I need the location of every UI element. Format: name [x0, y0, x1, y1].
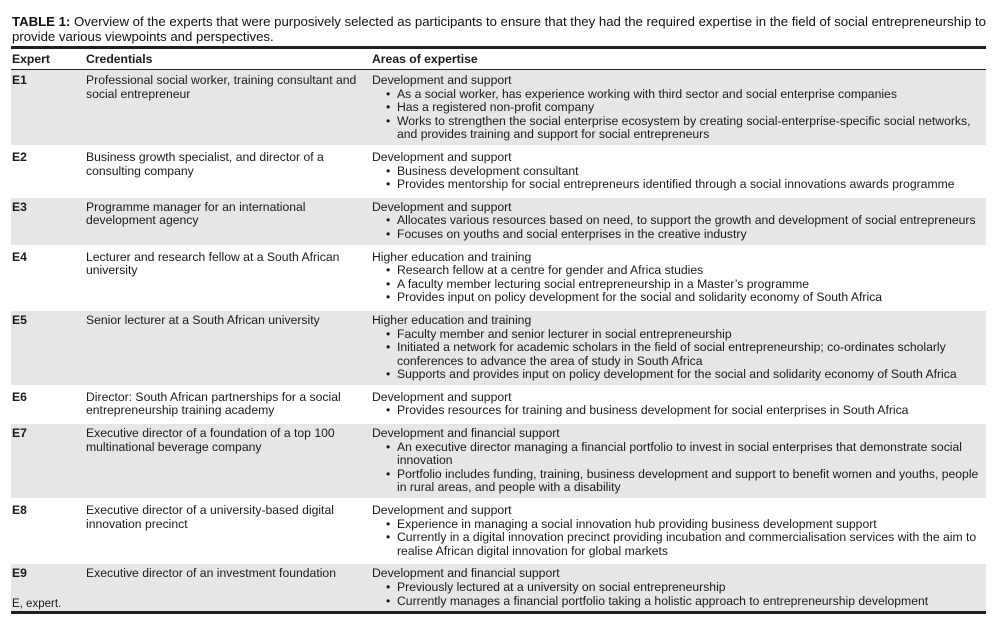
area-heading: Development and support [372, 503, 512, 518]
table-row [11, 501, 986, 561]
table-row [11, 388, 986, 421]
area-heading: Higher education and training [372, 312, 532, 327]
expertise-item: • Initiated a network for academic scholars in the field of social entrepreneurship; co-ordinates scholarly conferences to advance the area of study in South Africa [372, 341, 986, 368]
expertise-item: • Currently in a digital innovation precinct providing incubation and commercialisation services with the aim to realise African digital innovation for global markets [372, 531, 986, 558]
expertise-item: • Allocates various resources based on need, to support the growth and development of social entrepreneurs [372, 214, 986, 228]
credentials-cell: Director: South African partnerships for a social entrepreneurship training academy [86, 389, 341, 418]
header-areas: Areas of expertise [372, 52, 478, 66]
expertise-item: • An executive director managing a financial portfolio to invest in social enterprises that demonstrate social innovation [372, 441, 986, 468]
credentials-cell: Executive director of a university-based digital innovation precinct [86, 503, 334, 531]
area-heading: Higher education and training [372, 249, 532, 264]
credentials-cell: Executive director of a foundation of a top 100 multinational beverage company [86, 426, 335, 454]
expertise-list [372, 404, 986, 418]
table-row [11, 70, 986, 145]
experts-table [11, 46, 986, 614]
area-heading: Development and financial support [372, 566, 560, 581]
expertise-item: • Faculty member and senior lecturer in social entrepreneurship [372, 328, 986, 342]
expertise-item: • Provides mentorship for social entrepreneurs identified through a social innovations awards programme [372, 178, 986, 192]
area-heading: Development and support [372, 389, 512, 404]
expertise-list [372, 264, 986, 305]
credentials-cell: Lecturer and research fellow at a South African university [86, 249, 340, 278]
credentials-cell: Programme manager for an international development agency [86, 199, 306, 228]
expert-id: E1 [12, 73, 27, 87]
expertise-item: • Research fellow at a centre for gender and Africa studies [372, 264, 986, 278]
expertise-list [372, 165, 986, 192]
expert-id: E4 [12, 249, 27, 264]
areas-cell [372, 314, 986, 382]
expertise-item: • Experience in managing a social innovation hub providing business development support [372, 518, 986, 532]
credentials-cell: Business growth specialist, and director of a consulting company [86, 149, 324, 178]
expert-id: E8 [12, 503, 27, 518]
table-label: TABLE 1: [12, 14, 71, 29]
expertise-list [372, 328, 986, 382]
table-row [11, 424, 986, 498]
expertise-list [372, 441, 986, 495]
expertise-item: • Has a registered non-profit company [372, 101, 986, 115]
expertise-list [372, 518, 986, 559]
expertise-item: • Previously lectured at a university on social entrepreneurship [372, 581, 986, 595]
area-heading: Development and support [372, 199, 512, 214]
expertise-item: • Provides input on policy development for the social and solidarity economy of South Africa [372, 291, 986, 305]
expert-id: E9 [12, 566, 27, 581]
areas-cell [372, 251, 986, 305]
expert-id: E2 [12, 149, 27, 164]
expertise-list [372, 581, 986, 608]
areas-cell [372, 504, 986, 558]
expertise-item: • Focuses on youths and social enterprises in the creative industry [372, 228, 986, 242]
expert-id: E3 [12, 199, 27, 214]
credentials-cell: Professional social worker, training consultant and social entrepreneur [86, 73, 357, 101]
areas-cell [372, 201, 986, 242]
expertise-item: • Provides resources for training and business development for social enterprises in South Africa [372, 404, 986, 418]
table-row [11, 311, 986, 385]
areas-cell [372, 567, 986, 608]
area-heading: Development and financial support [372, 426, 560, 441]
table-footnote: E, expert. [12, 598, 62, 610]
expert-id: E5 [12, 312, 27, 327]
table-header [11, 49, 986, 69]
expertise-list [372, 214, 986, 241]
expertise-item: • A faculty member lecturing social entrepreneurship in a Master’s programme [372, 278, 986, 292]
expertise-item: • Business development consultant [372, 165, 986, 179]
areas-cell [372, 74, 986, 142]
expertise-item: • Currently manages a financial portfolio taking a holistic approach to entrepreneurship development [372, 595, 986, 609]
credentials-cell: Executive director of an investment foundation [86, 566, 336, 581]
areas-cell [372, 151, 986, 192]
table-row [11, 198, 986, 245]
area-heading: Development and support [372, 149, 512, 164]
header-expert: Expert [12, 52, 50, 66]
area-heading: Development and support [372, 73, 512, 87]
table-row [11, 148, 986, 195]
areas-cell [372, 391, 986, 418]
caption-text: Overview of the experts that were purposively selected as participants to ensure that they had the required expertise in the field of social entrepreneurship to provide various viewpoints and perspectives. [12, 14, 986, 44]
expertise-item: • Works to strengthen the social enterprise ecosystem by creating social-enterprise-specific social networks, and provides training and support for social entrepreneurs [372, 115, 986, 142]
table-bottom-rule [11, 611, 986, 614]
expertise-item: • Supports and provides input on policy development for the social and solidarity economy of South Africa [372, 368, 986, 382]
expert-id: E6 [12, 389, 27, 404]
expert-id: E7 [12, 426, 27, 441]
expertise-item: • As a social worker, has experience working with third sector and social enterprise companies [372, 88, 986, 102]
credentials-cell: Senior lecturer at a South African university [86, 312, 320, 327]
table-body [11, 70, 986, 611]
table-caption [12, 14, 988, 44]
table-row [11, 564, 986, 611]
header-credentials: Credentials [86, 52, 153, 66]
expertise-list [372, 88, 986, 142]
table-row [11, 248, 986, 308]
expertise-item: • Portfolio includes funding, training, business development and support to benefit women and youths, people in rural areas, and people with a disability [372, 468, 986, 495]
areas-cell [372, 427, 986, 495]
